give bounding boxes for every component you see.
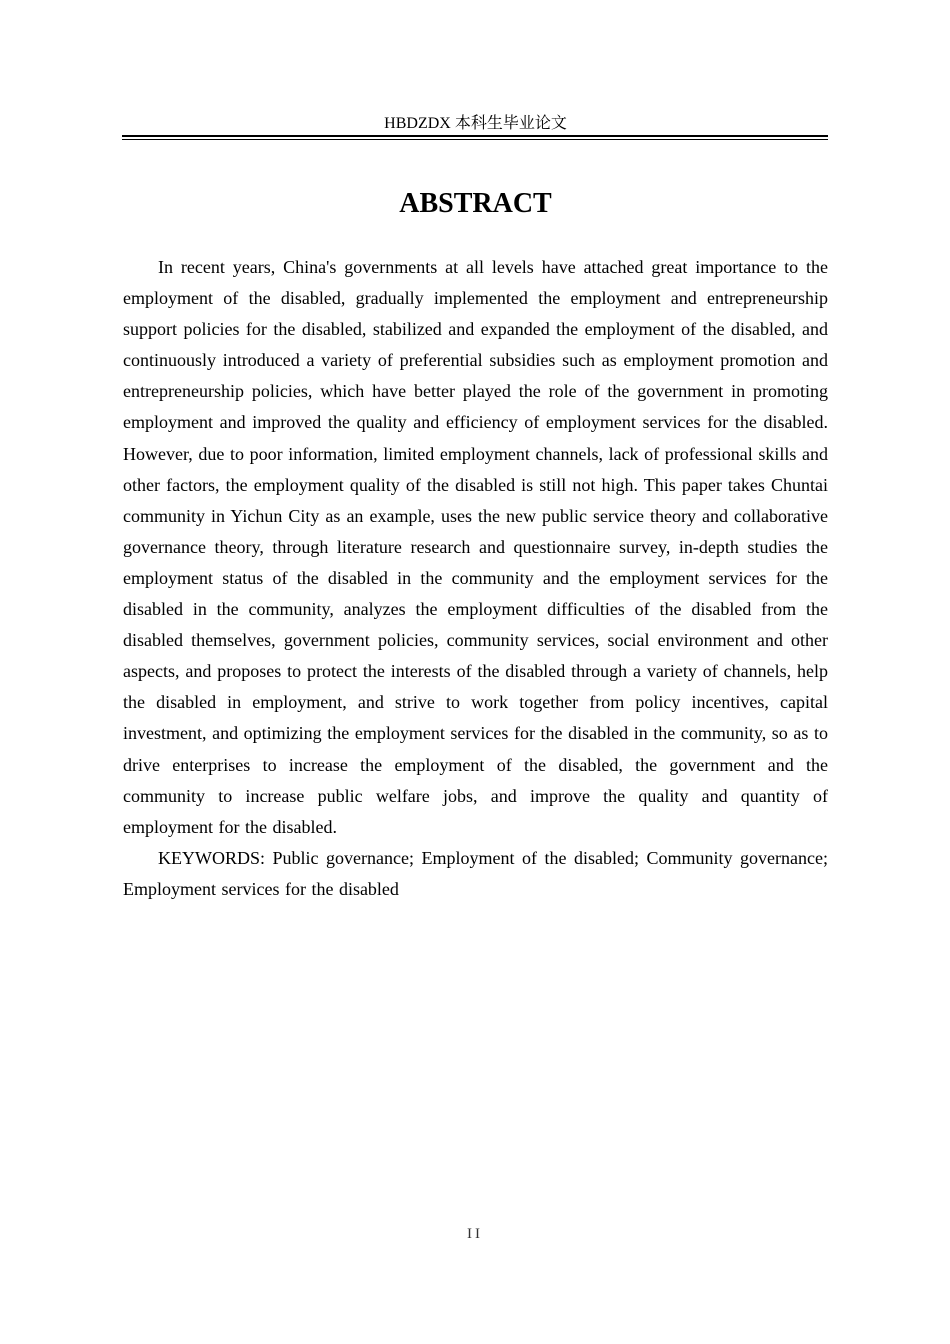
running-header: HBDZDX 本科生毕业论文 (384, 115, 567, 132)
header-rule (122, 135, 828, 137)
abstract-title: ABSTRACT (399, 188, 552, 219)
header-rule-thin (122, 139, 828, 140)
keywords-paragraph: KEYWORDS: Public governance; Employment of the disabled; Community governance; Employment services for the disabled (123, 847, 828, 899)
abstract-paragraph: In recent years, China's governments at all levels have attached great importance to the employment of the disabled, gradually implemented the employment and entrepreneurship support policies for the disabled, stabilized and expanded the employment of the disabled, and continuously introduced a variety of preferential subsidies such as employment promotion and entrepreneurship policies, which have better played the role of the government in promoting employment and improved the quality and efficiency of employment services for the disabled. However, due to poor information, limited employment channels, lack of professional skills and other factors, the employment quality of the disabled is still not high. This paper takes Chuntai community in Yichun City as an example, uses the new public service theory and collaborative governance theory, through literature research and questionnaire survey, in-depth studies the employment status of the disabled in the community and the employment services for the disabled in the community, analyzes the employment difficulties of the disabled from the disabled themselves, government policies, community services, social environment and other aspects, and proposes to protect the interests of the disabled through a variety of channels, help the disabled in employment, and strive to work together from policy incentives, capital investment, and optimizing the employment services for the disabled in the community, so as to drive enterprises to increase the employment of the disabled, the government and the community to increase public welfare jobs, and improve the quality and quantity of employment for the disabled. (123, 257, 828, 837)
page-number: II (467, 1226, 483, 1242)
abstract-body (123, 252, 828, 905)
